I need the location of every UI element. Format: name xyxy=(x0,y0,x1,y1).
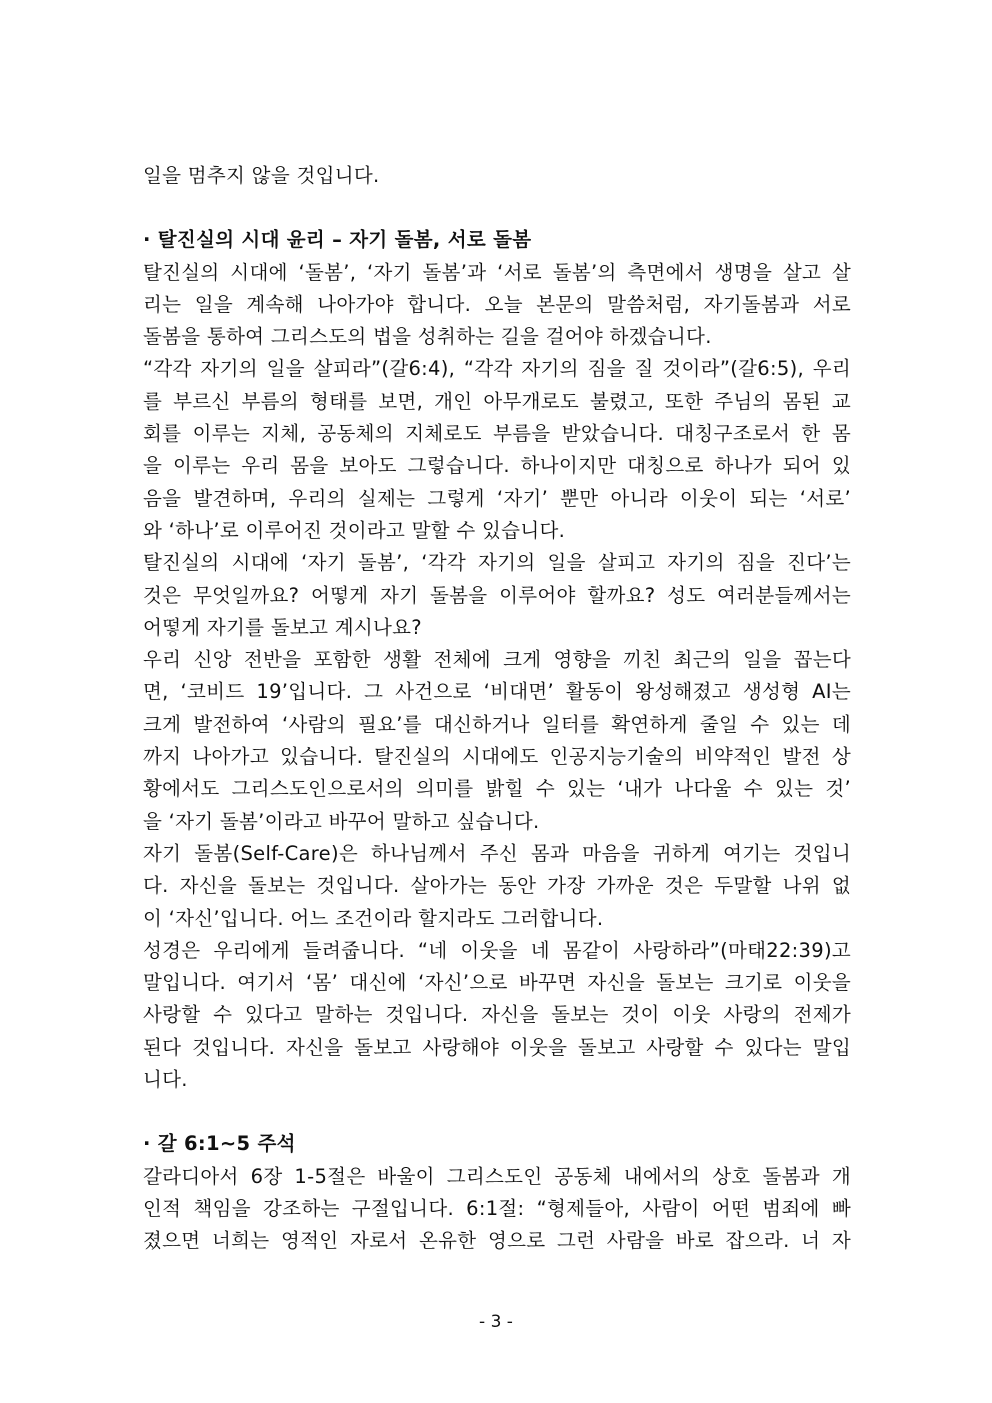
paragraph-line: 을 ‘자기 돌봄’이라고 바꾸어 말하고 싶습니다. xyxy=(143,809,540,833)
paragraph xyxy=(143,935,851,1096)
paragraph-line: 와 ‘하나’로 이루어진 것이라고 말할 수 있습니다. xyxy=(143,518,566,542)
section-heading: · 갈 6:1~5 주석 xyxy=(143,1132,296,1156)
paragraph-line: 돌봄을 통하여 그리스도의 법을 성취하는 길을 걸어야 하겠습니다. xyxy=(143,325,712,349)
paragraph xyxy=(143,838,851,935)
paragraph-line: “각각 자기의 일을 살피라”(갈6:4), “각각 자기의 짐을 질 것이라”(갈6:5), 우리 xyxy=(143,357,851,381)
paragraph-line: 까지 나아가고 있습니다. 탈진실의 시대에도 인공지능기술의 비약적인 발전 상 xyxy=(143,745,851,769)
paragraph-line: 된다 것입니다. 자신을 돌보고 사랑해야 이웃을 돌보고 사랑할 수 있다는 말입 xyxy=(143,1035,851,1059)
paragraph-line: 자기 돌봄(Self-Care)은 하나님께서 주신 몸과 마음을 귀하게 여기는 것입니 xyxy=(143,841,851,865)
paragraph-line: 갈라디아서 6장 1-5절은 바울이 그리스도인 공동체 내에서의 상호 돌봄과 개 xyxy=(143,1164,851,1188)
paragraph-line: 다. 자신을 돌보는 것입니다. 살아가는 동안 가장 가까운 것은 두말할 나위 없 xyxy=(143,874,851,898)
section-galatians-commentary xyxy=(143,1128,851,1257)
page-body xyxy=(143,160,851,1258)
paragraph xyxy=(143,1161,851,1258)
section-post-truth-ethics xyxy=(143,224,851,1096)
paragraph xyxy=(143,257,851,354)
intro-paragraph xyxy=(143,160,851,192)
paragraph-line: 일을 멈추지 않을 것입니다. xyxy=(143,164,380,187)
paragraph-line: 를 부르신 부름의 형태를 보면, 개인 아무개로도 불렸고, 또한 주님의 몸된 교 xyxy=(143,389,851,413)
paragraph-line: 탈진실의 시대에 ‘자기 돌봄’, ‘각각 자기의 일을 살피고 자기의 짐을 진다’는 xyxy=(143,551,851,575)
paragraph xyxy=(143,353,851,547)
section-spacer xyxy=(143,1096,851,1128)
section-heading: · 탈진실의 시대 윤리 – 자기 돌봄, 서로 돌봄 xyxy=(143,228,532,252)
paragraph-line: 크게 발전하여 ‘사람의 필요’를 대신하거나 일터를 확연하게 줄일 수 있는 데 xyxy=(143,712,851,736)
section-spacer xyxy=(143,192,851,224)
paragraph-line: 면, ‘코비드 19’입니다. 그 사건으로 ‘비대면’ 활동이 왕성해졌고 생성형 AI는 xyxy=(143,680,851,704)
page-number: - 3 - xyxy=(479,1312,513,1332)
paragraph-line: 성경은 우리에게 들려줍니다. “네 이웃을 네 몸같이 사랑하라”(마태22:39)고 xyxy=(143,938,851,962)
paragraph-line: 사랑할 수 있다고 말하는 것입니다. 자신을 돌보는 것이 이웃 사랑의 전제가 xyxy=(143,1003,851,1027)
paragraph-line: 이 ‘자신’입니다. 어느 조건이라 할지라도 그러합니다. xyxy=(143,906,604,930)
paragraph-line: 어떻게 자기를 돌보고 계시나요? xyxy=(143,615,422,639)
paragraph-line: 인적 책임을 강조하는 구절입니다. 6:1절: “형제들아, 사람이 어떤 범죄에 빠 xyxy=(143,1196,851,1220)
paragraph-line: 음을 발견하며, 우리의 실제는 그렇게 ‘자기’ 뿐만 아니라 이웃이 되는 ‘서로’ xyxy=(143,486,851,510)
paragraph xyxy=(143,644,851,838)
paragraph xyxy=(143,547,851,644)
paragraph-line: 졌으면 너희는 영적인 자로서 온유한 영으로 그런 사람을 바로 잡으라. 너 자 xyxy=(143,1229,851,1253)
paragraph-line: 니다. xyxy=(143,1068,188,1092)
paragraph-line: 탈진실의 시대에 ‘돌봄’, ‘자기 돌봄’과 ‘서로 돌봄’의 측면에서 생명을 살고 살 xyxy=(143,260,851,284)
paragraph-line: 말입니다. 여기서 ‘몸’ 대신에 ‘자신’으로 바꾸면 자신을 돌보는 크기로 이웃을 xyxy=(143,971,851,995)
paragraph-line: 것은 무엇일까요? 어떻게 자기 돌봄을 이루어야 할까요? 성도 여러분들께서는 xyxy=(143,583,851,607)
paragraph-line: 황에서도 그리스도인으로서의 의미를 밝힐 수 있는 ‘내가 나다울 수 있는 것’ xyxy=(143,777,851,801)
paragraph-line: 리는 일을 계속해 나아가야 합니다. 오늘 본문의 말씀처럼, 자기돌봄과 서로 xyxy=(143,292,851,316)
paragraph-line: 을 이루는 우리 몸을 보아도 그렇습니다. 하나이지만 대칭으로 하나가 되어 있 xyxy=(143,454,851,478)
paragraph-line: 우리 신앙 전반을 포함한 생활 전체에 크게 영향을 끼친 최근의 일을 꼽는다 xyxy=(143,648,851,672)
paragraph-line: 회를 이루는 지체, 공동체의 지체로도 부름을 받았습니다. 대칭구조로서 한 몸 xyxy=(143,422,851,446)
